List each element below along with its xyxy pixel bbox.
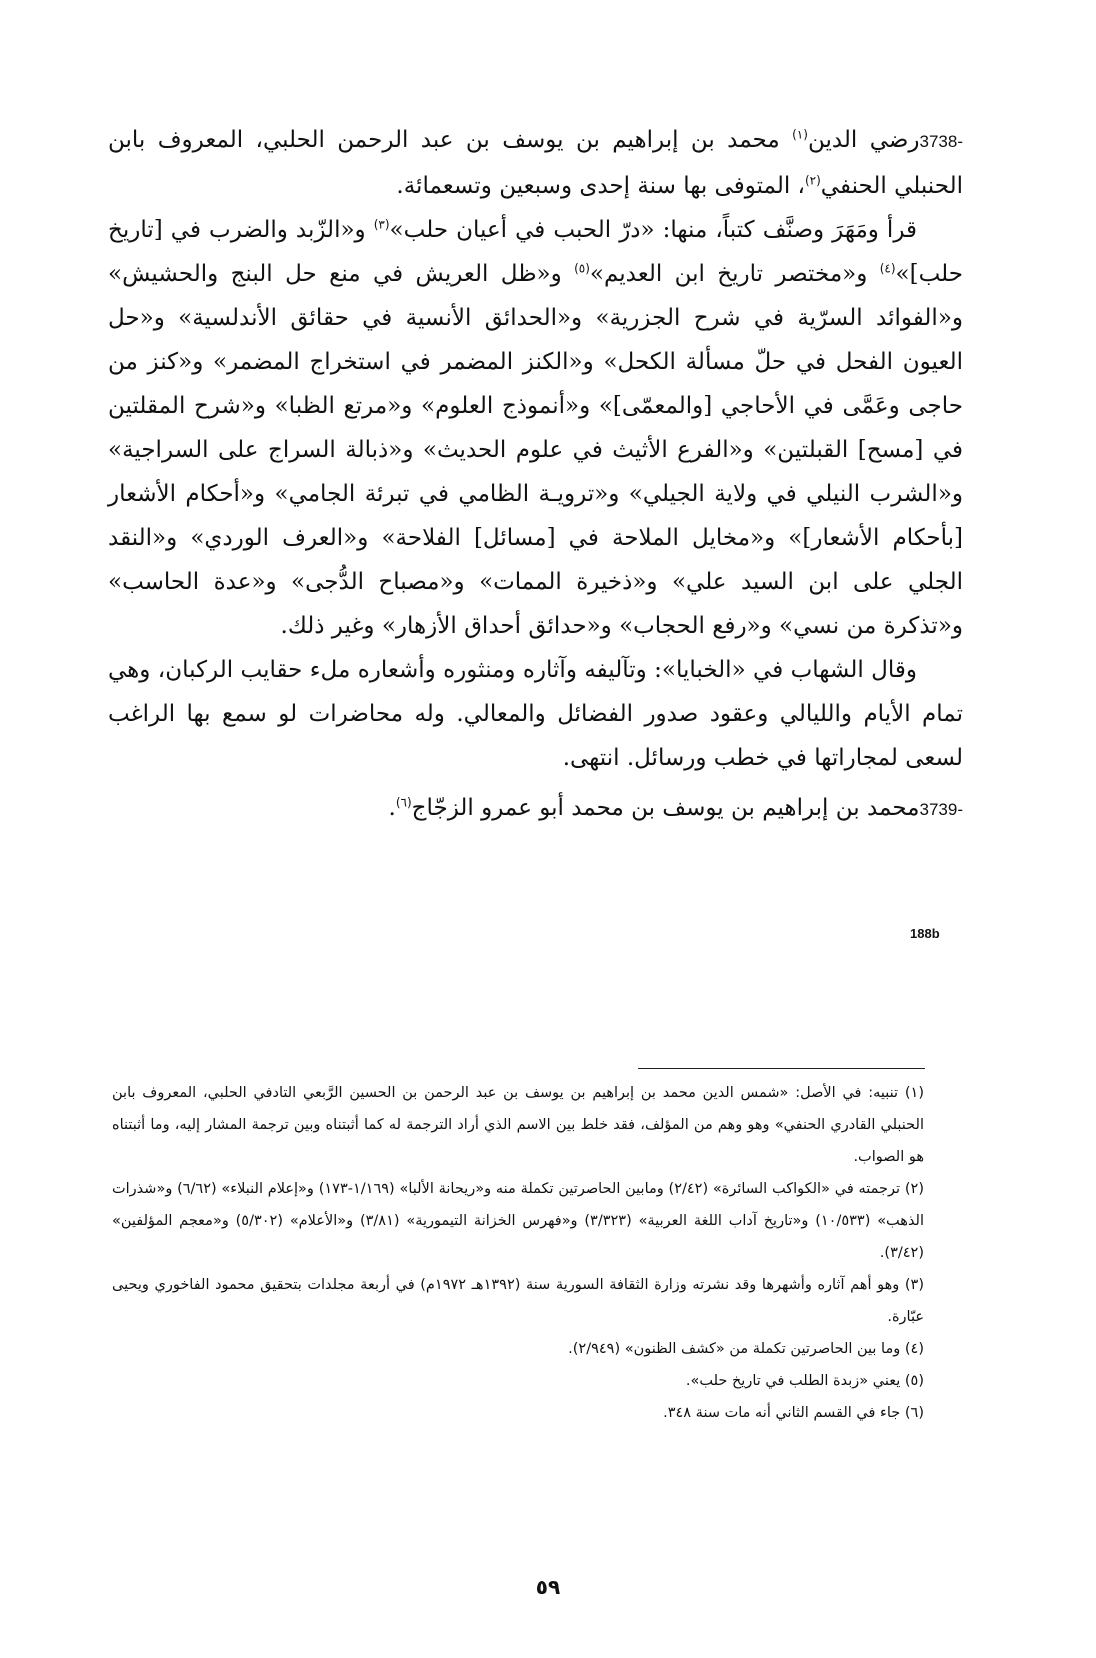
entry-3738-heading-text-1: رضي الدين	[807, 127, 920, 153]
footnote-text: تنبيه: في الأصل: «شمس الدين محمد بن إبراهيم بن يوسف بن عبد الرحمن بن الحسين الرَّبعي التادفي الحلبي، المعروف بابن الحنبلي القادري الحنفي» وهو وهم من المؤلف، فقد خلط بين الاسم الذي أراد الترجمة له كما أثبتناه وبين ترجمة المشار إليه، وما أثبتناه هو الصواب.	[112, 1085, 924, 1165]
footnote-mark: (٦)	[904, 1405, 924, 1421]
works-text-1: قرأ ومَهَرَ وصنَّف كتباً، منها: «درّ الحبب في أعيان حلب»	[389, 217, 918, 243]
entry-3738	[108, 118, 963, 832]
footnote-ref-5[interactable]: (٥)	[574, 261, 590, 276]
entry-number: 3738-	[919, 132, 963, 151]
footnote-ref-2[interactable]: (٢)	[804, 173, 821, 188]
entry-3738-works-paragraph	[108, 208, 963, 648]
works-text-2: و«الزّبد والضرب في [تاريخ حلب]»	[108, 217, 964, 287]
footnote-2	[112, 1173, 924, 1269]
footnote-mark: (٢)	[904, 1181, 924, 1197]
footnote-separator	[638, 1068, 925, 1069]
entry-3738-heading-text-3: ، المتوفى بها سنة إحدى وسبعين وتسعمائة.	[396, 173, 805, 199]
footnote-4	[112, 1333, 924, 1365]
entry-3739-end: .	[388, 795, 396, 821]
footnote-text: يعني «زبدة الطلب في تاريخ حلب».	[685, 1373, 901, 1389]
footnote-1	[112, 1077, 924, 1173]
footnote-3	[112, 1269, 924, 1333]
footnote-ref-6[interactable]: (٦)	[395, 795, 412, 810]
footnote-ref-1[interactable]: (١)	[792, 127, 808, 142]
works-text-4: و«ظل العريش في منع حل البنج والحشيش» و«الفوائد السرّية في شرح الجزرية» و«الحدائق الأنسية في حقائق الأندلسية» و«حل العيون الفحل في حلّ مسألة الكحل» و«الكنز المضمر في استخراج المضمر» و«كنز من حاجى وعَمَّى في الأحاجي [والمعمّى]» و«أنموذج العلوم» و«مرتع الظبا» و«شرح المقلتين في [مسح] القبلتين» و«الفرع الأثيث في علوم الحديث» و«ذبالة السراج على السراجية» و«الشرب النيلي في ولاية الجيلي» و«ترويـة الظامي في تبرئة الجامي» و«أحكام الأشعار [بأحكام الأشعار]» و«مخايل الملاحة في [مسائل] الفلاحة» و«العرف الوردي» و«النقد الجلي على ابن السيد علي» و«ذخيرة الممات» و«مصباح الدُّجى» و«عدة الحاسب» و«تذكرة من نسي» و«رفع الحجاب» و«حدائق أحداق الأزهار» وغير ذلك.	[108, 261, 963, 639]
footnote-mark: (١)	[904, 1085, 924, 1101]
footnote-mark: (٥)	[904, 1373, 924, 1389]
footnote-text: جاء في القسم الثاني أنه مات سنة ٣٤٨.	[663, 1405, 901, 1421]
footnote-ref-4[interactable]: (٤)	[879, 261, 896, 276]
entry-3738-quote-paragraph: وقال الشهاب في «الخبايا»: وتآليفه وآثاره ومنثوره وأشعاره ملء حقايب الركبان، وهي تمام الأيام والليالي وعقود صدور الفضائل والمعالي. وله محاضرات لو سمع بها الراغب لسعى لمجاراتها في خطب ورسائل. انتهى.	[108, 657, 963, 771]
footnote-5	[112, 1365, 924, 1397]
entry-number: 3739-	[919, 800, 963, 819]
entry-3738-heading-text-2: محمد بن إبراهيم بن يوسف بن عبد الرحمن الحلبي، المعروف بابن الحنبلي الحنفي	[108, 127, 963, 199]
footnote-ref-3[interactable]: (٣)	[373, 217, 390, 232]
footnote-text: وما بين الحاصرتين تكملة من «كشف الظنون» (٢/٩٤٩).	[568, 1341, 901, 1357]
footnote-6	[112, 1397, 924, 1429]
footnote-mark: (٣)	[904, 1277, 924, 1293]
entry-3738-heading	[108, 118, 963, 208]
page-number: ٥٩	[535, 1575, 561, 1599]
entry-3739	[108, 786, 963, 832]
footnote-mark: (٤)	[904, 1341, 924, 1357]
manuscript-folio-marker: 188b	[910, 926, 940, 941]
footnote-text: ترجمته في «الكواكب السائرة» (٢/٤٢) ومابين الحاصرتين تكملة منه و«ريحانة الألبا» (١/١٦٩-١٧٣) و«إعلام النبلاء» (٦/٦٢) و«شذرات الذهب» (١٠/٥٣٣) و«تاريخ آداب اللغة العربية» (٣/٣٢٣) و«فهرس الخزانة التيمورية» (٣/٨١) و«الأعلام» (٥/٣٠٢) و«معجم المؤلفين» (٣/٤٢).	[112, 1181, 925, 1261]
footnotes	[112, 1077, 924, 1429]
works-text-3: و«مختصر تاريخ ابن العديم»	[589, 261, 880, 287]
entry-3739-text: محمد بن إبراهيم بن يوسف بن محمد أبو عمرو الزجّاج	[411, 795, 920, 821]
footnote-text: وهو أهم آثاره وأشهرها وقد نشرته وزارة الثقافة السورية سنة (١٣٩٢هـ ١٩٧٢م) في أربعة مجلدات بتحقيق محمود الفاخوري ويحيى عبّارة.	[112, 1277, 924, 1325]
